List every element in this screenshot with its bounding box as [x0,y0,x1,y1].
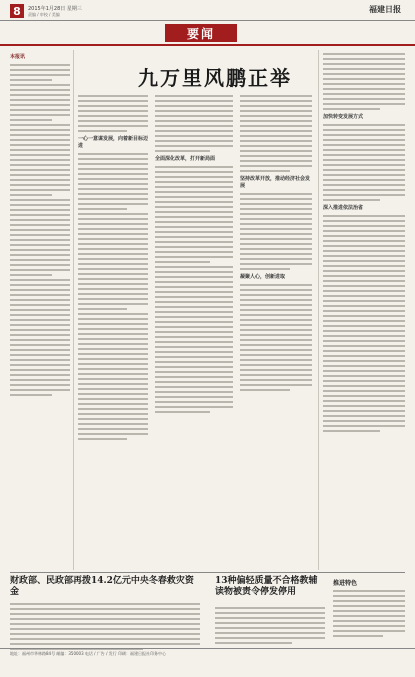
column-d [240,92,312,394]
side-title: 推进特色 [333,580,358,587]
column-b [78,92,148,443]
bottom-left-headline: 财政部、民政部再拨14.2亿元中央冬春救灾资金 [10,576,194,597]
section-title: 要闻 [165,24,237,42]
bottom-side-column [333,578,405,640]
right-subhead-3: 加快转变发展方式 [323,114,364,120]
footer-text: 地址：福州市华林路84号 邮编：350003 电话 / 广告 / 发行 印刷：福建日报社印务中心 [10,651,166,656]
column-left [10,50,70,399]
bottom-right-body [215,604,325,647]
bottom-right-headline: 13种偏轻质量不合格教辅读物被责令停发停用 [215,576,318,597]
footer-rule [0,648,415,649]
right-subhead-2: 凝聚人心，创新进取 [240,274,286,280]
header-rule [0,20,415,21]
page-header [0,0,415,46]
right-subhead-4: 深入推进依法治省 [323,205,364,211]
column-c [155,92,233,416]
right-subhead-1: 坚持改革开放，推动经济社会发展 [240,176,311,189]
bottom-left-body [10,600,200,653]
column-divider [318,50,319,570]
mid-subhead-2: 全面深化改革，打开新局面 [155,156,216,162]
column-divider [73,50,74,570]
page-number: 8 [10,4,24,18]
masthead: 福建日报 [369,4,401,14]
bottom-divider [10,572,405,573]
date-line: 2015年1月28日 星期三 [28,6,82,12]
editors-line: 责编 / 审校 / 美编 [28,12,60,17]
mid-subhead-1: 一心一意谋发展，向着新目标迈进 [78,136,149,149]
main-headline: 九万里风鹏正举 [138,66,292,90]
column-right [323,50,405,435]
left-subhead: 本报讯 [10,54,26,60]
